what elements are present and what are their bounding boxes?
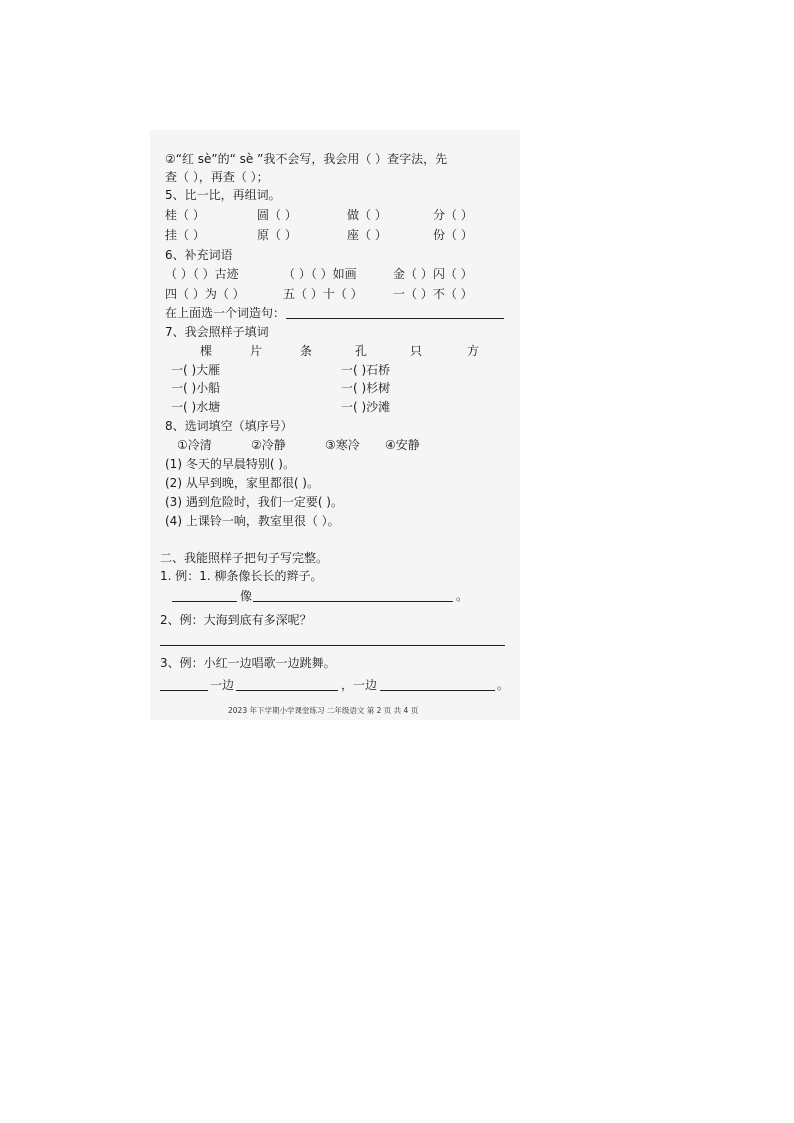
- ex1-keyword: 像: [240, 589, 253, 603]
- q5-item: 分（ ）: [433, 208, 473, 222]
- q6-item: （ ）（ ）如画: [283, 267, 357, 281]
- q8-choice: ①冷清: [177, 438, 212, 452]
- q7-option: 方: [467, 344, 480, 358]
- q8-item: (4) 上课铃一响，教室里很（ ）。: [165, 514, 340, 528]
- q5-item: 座（ ）: [347, 228, 387, 242]
- ex1-answer-line-b: [253, 601, 453, 602]
- q8-item: (1) 冬天的早晨特别( )。: [165, 457, 295, 471]
- q5-item: 圆（ ）: [257, 208, 297, 222]
- q8-choice: ③寒冷: [325, 438, 360, 452]
- q6-item: 金（ ）闪（ ）: [393, 267, 473, 281]
- ex1-answer-line-a: [172, 601, 237, 602]
- ex1-period: 。: [456, 589, 469, 603]
- q4-line1: ②“红 sè”的“ sè ”我不会写，我会用（ ）查字法，先: [165, 152, 448, 166]
- section2-example3: 3、例：小红一边唱歌一边跳舞。: [160, 656, 336, 670]
- q7-item: 一( )小船: [171, 381, 221, 395]
- q7-item: 一( )杉树: [341, 381, 391, 395]
- section2-example2: 2、例：大海到底有多深呢？: [160, 613, 312, 627]
- ex3-period: 。: [497, 678, 510, 692]
- q7-item: 一( )大雁: [171, 363, 221, 377]
- q6-item: 五（ ）十（ ）: [283, 287, 363, 301]
- q5-item: 挂（ ）: [165, 228, 205, 242]
- q8-choice: ②冷静: [251, 438, 286, 452]
- q7-option: 棵: [200, 344, 213, 358]
- q5-item: 原（ ）: [257, 228, 297, 242]
- q7-item: 一( )沙滩: [341, 400, 391, 414]
- ex3-keyword1: 一边: [210, 678, 235, 692]
- q5-title: 5、比一比，再组词。: [165, 188, 281, 202]
- q6-item: 四（ ）为（ ）: [165, 287, 245, 301]
- ex3-answer-line-a: [160, 690, 208, 691]
- q8-item: (3) 遇到危险时，我们一定要( )。: [165, 495, 343, 509]
- q6-item: （ ）（ ）古迹: [165, 267, 239, 281]
- page-footer: 2023 年下学期小学课堂练习 二年级语文 第 2 页 共 4 页: [228, 706, 419, 715]
- q4-line2: 查（ ），再查（ ）；: [165, 170, 269, 184]
- q6-item: 一（ ）不（ ）: [393, 287, 473, 301]
- q7-title: 7、我会照样子填词: [165, 325, 269, 339]
- q8-title: 8、选词填空（填序号）: [165, 419, 293, 433]
- q7-item: 一( )水塘: [171, 400, 221, 414]
- q7-option: 只: [410, 344, 423, 358]
- q5-item: 份（ ）: [433, 228, 473, 242]
- q6-title: 6、补充词语: [165, 248, 233, 262]
- q7-item: 一( )石桥: [341, 363, 391, 377]
- ex2-answer-line: [160, 645, 505, 646]
- q7-option: 片: [250, 344, 263, 358]
- q5-item: 桂（ ）: [165, 208, 205, 222]
- ex3-answer-line-b: [236, 690, 338, 691]
- q6-sentence-answer-line: [286, 318, 504, 319]
- ex3-answer-line-c: [380, 690, 495, 691]
- q5-item: 做（ ）: [347, 208, 387, 222]
- q8-choice: ④安静: [385, 438, 420, 452]
- section2-title: 二、我能照样子把句子写完整。: [160, 551, 329, 565]
- q6-sentence-prompt: 在上面选一个词造句：: [165, 306, 286, 320]
- q7-option: 孔: [355, 344, 368, 358]
- ex3-keyword2: ，一边: [341, 678, 378, 692]
- q7-option: 条: [300, 344, 313, 358]
- q8-item: (2) 从早到晚，家里都很( )。: [165, 476, 319, 490]
- section2-example1: 1. 例：1. 柳条像长长的辫子。: [160, 569, 323, 583]
